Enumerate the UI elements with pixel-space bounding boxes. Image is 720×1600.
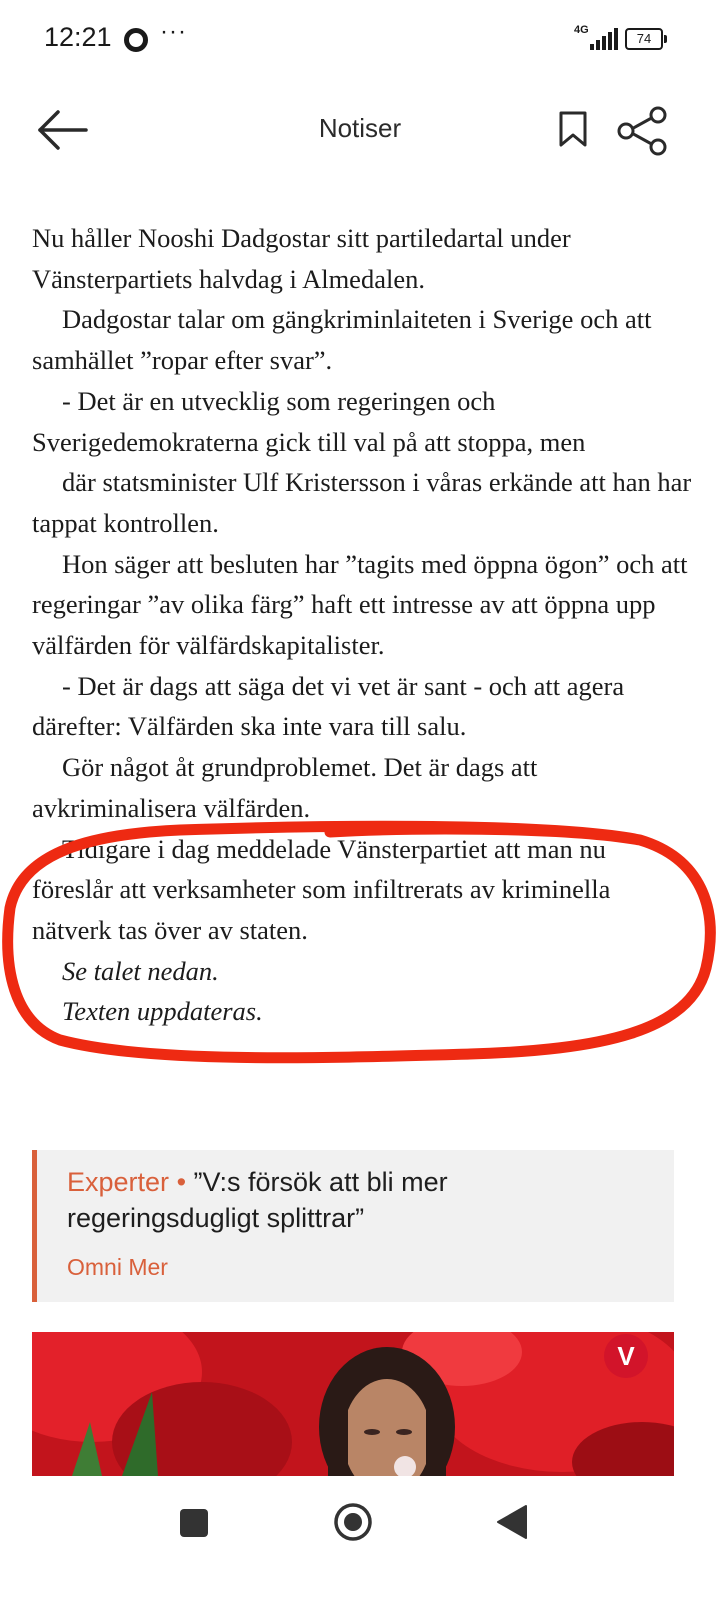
related-category: Experter bbox=[67, 1167, 170, 1197]
article-paragraph: Tidigare i dag meddelade Vänsterpartiet att man nu föreslår att verksamheter som infiltrerats av kriminella nätverk tas över av staten. bbox=[32, 833, 611, 945]
article-paragraph: där statsminister Ulf Kristersson i våras erkände att han har tappat kontrollen. bbox=[32, 467, 692, 538]
home-icon[interactable] bbox=[333, 1502, 373, 1542]
article-status-note: Texten uppdateras. bbox=[62, 996, 263, 1027]
related-source: Omni Mer bbox=[67, 1254, 168, 1280]
notification-dot-icon bbox=[124, 28, 148, 52]
article-paragraph: Gör något åt grundproblemet. Det är dags att avkriminalisera välfärden. bbox=[32, 752, 538, 823]
battery-icon: 74 bbox=[625, 28, 663, 50]
article-paragraph: Nu håller Nooshi Dadgostar sitt partiledartal under Vänsterpartiets halvdag i Almedalen. bbox=[32, 223, 571, 294]
page-title: Notiser bbox=[318, 113, 402, 143]
status-bar bbox=[0, 0, 720, 80]
nav-back-icon[interactable] bbox=[496, 1504, 528, 1540]
article-paragraph: Dadgostar talar om gängkriminlaiteten i Sverige och att samhället ”ropar efter svar”. bbox=[32, 304, 652, 376]
article-paragraph: - Det är en utvecklig som regeringen och Sverigedemokraterna gick till val på att stoppa, men bbox=[32, 385, 586, 457]
related-headline[interactable] bbox=[67, 1164, 627, 1236]
signal-icon bbox=[590, 28, 618, 50]
recent-apps-icon[interactable] bbox=[180, 1509, 208, 1537]
app-bar bbox=[0, 88, 720, 172]
article-paragraph: Hon säger att besluten har ”tagits med öppna ögon” och att regeringar ”av olika färg” haft ett intresse av att öppna upp välfärden för välfärdskapitalister. bbox=[32, 548, 688, 661]
network-type: 4G bbox=[574, 24, 589, 36]
video-thumbnail-image[interactable] bbox=[32, 1332, 674, 1476]
article-body bbox=[32, 218, 692, 1032]
share-icon[interactable] bbox=[616, 106, 670, 156]
article-paragraph: - Det är dags att säga det vi vet är sant - och att agera därefter: Välfärden ska inte vara till salu. bbox=[32, 670, 625, 742]
more-notifications-icon: ··· bbox=[160, 18, 187, 45]
article-paragraph: Se talet nedan. bbox=[62, 955, 219, 986]
bookmark-icon[interactable] bbox=[558, 111, 588, 147]
related-article-card[interactable] bbox=[32, 1150, 674, 1302]
related-separator: • bbox=[176, 1167, 187, 1197]
related-title: ”V:s försök att bli mer regeringsdugligt splittrar” bbox=[67, 1167, 448, 1233]
party-logo-badge: V bbox=[604, 1334, 648, 1378]
system-nav-bar bbox=[0, 1478, 720, 1600]
status-time: 12:21 bbox=[44, 22, 112, 52]
